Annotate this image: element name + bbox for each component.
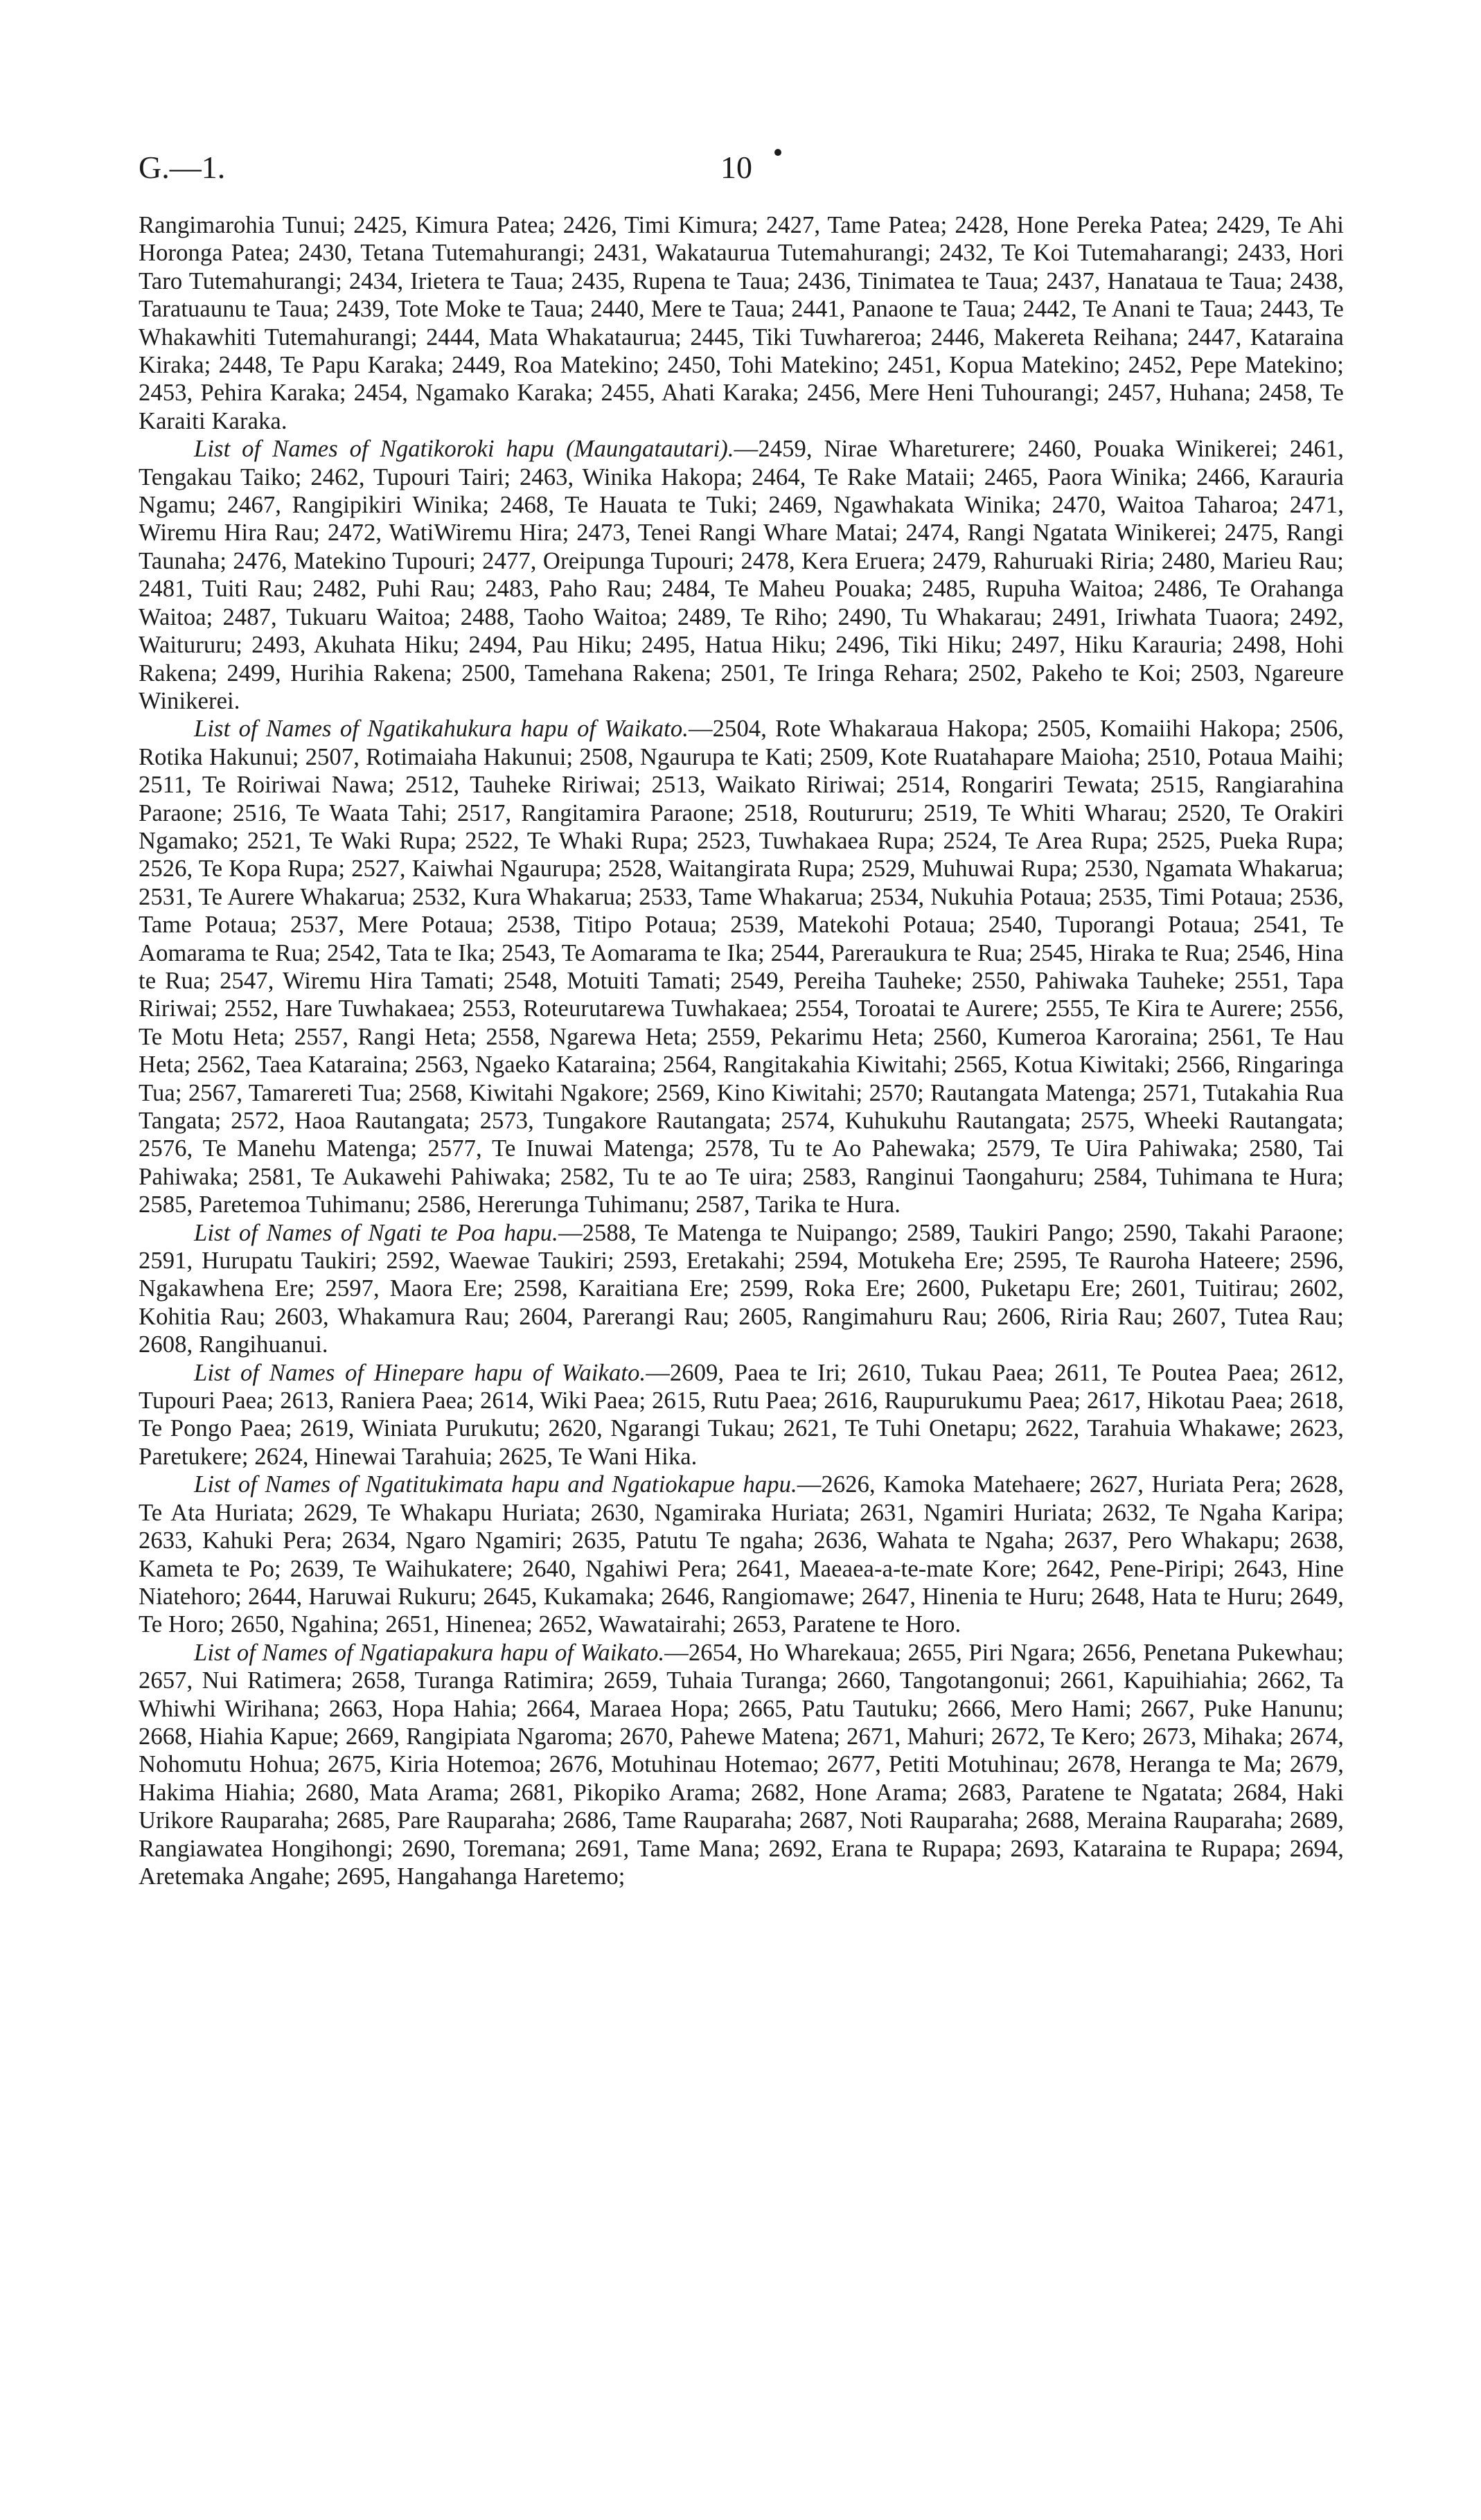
- list-heading: List of Names of Ngatikoroki hapu (Maungatautari).: [194, 436, 734, 463]
- list-paragraph-ngati-te-poa: [139, 1219, 1344, 1359]
- list-heading: List of Names of Ngatikahukura hapu of Waikato.: [194, 716, 689, 743]
- paragraph-text: —2504, Rote Whakaraua Hakopa; 2505, Komaiihi Hakopa; 2506, Rotika Hakunui; 2507, Rotimaiaha Hakunui; 2508, Ngaurupa te Kati; 2509, Kote Ruatahapare Maioha; 2510, Potaua Maihi; 2511, Te Roiriwai Nawa; 2512, Tauheke Ririwai; 2513, Waikato Ririwai; 2514, Rongariri Tewata; 2515, Rangiarahina Paraone; 2516, Te Waata Tahi; 2517, Rangitamira Paraone; 2518, Routururu; 2519, Te Whiti Wharau; 2520, Te Orakiri Ngamako; 2521, Te Waki Rupa; 2522, Te Whaki Rupa; 2523, Tuwhakaea Rupa; 2524, Te Area Rupa; 2525, Pueka Rupa; 2526, Te Kopa Rupa; 2527, Kaiwhai Ngaurupa; 2528, Waitangirata Rupa; 2529, Muhuwai Rupa; 2530, Ngamata Whakarua; 2531, Te Aurere Whakarua; 2532, Kura Whakarua; 2533, Tame Whakarua; 2534, Nukuhia Potaua; 2535, Timi Potaua; 2536, Tame Potaua; 2537, Mere Potaua; 2538, Titipo Potaua; 2539, Matekohi Potaua; 2540, Tuporangi Potaua; 2541, Te Aomarama te Rua; 2542, Tata te Ika; 2543, Te Aomarama te Ika; 2544, Pareraukura te Rua; 2545, Hiraka te Rua; 2546, Hina te Rua; 2547, Wiremu Hira Tamati; 2548, Motuiti Tamati; 2549, Pereiha Tauheke; 2550, Pahiwaka Tauheke; 2551, Tapa Ririwai; 2552, Hare Tuwhakaea; 2553, Roteurutarewa Tuwhakaea; 2554, Toroatai te Aurere; 2555, Te Kira te Aurere; 2556, Te Motu Heta; 2557, Rangi Heta; 2558, Ngarewa Heta; 2559, Pekarimu Heta; 2560, Kumeroa Karoraina; 2561, Te Hau Heta; 2562, Taea Kataraina; 2563, Ngaeko Kataraina; 2564, Rangitakahia Kiwitahi; 2565, Kotua Kiwitaki; 2566, Ringaringa Tua; 2567, Tamarereti Tua; 2568, Kiwitahi Ngakore; 2569, Kino Kiwitahi; 2570; Rautangata Matenga; 2571, Tutakahia Rua Tangata; 2572, Haoa Rautangata; 2573, Tungakore Rautangata; 2574, Kuhukuhu Rautangata; 2575, Wheeki Rautangata; 2576, Te Manehu Matenga; 2577, Te Inuwai Matenga; 2578, Tu te Ao Pahewaka; 2579, Te Uira Pahiwaka; 2580, Tai Pahiwaka; 2581, Te Aukawehi Pahiwaka; 2582, Tu te ao Te uira; 2583, Ranginui Taongahuru; 2584, Tuhimana te Hura; 2585, Paretemoa Tuhimanu; 2586, Hererunga Tuhimanu; 2587, Tarika te Hura.: [139, 716, 1344, 1218]
- list-paragraph-ngatitukimata: [139, 1471, 1344, 1638]
- list-paragraph-ngatikoroki: [139, 435, 1344, 715]
- page-header: [139, 149, 1344, 211]
- print-mark: [774, 149, 781, 156]
- paragraph-text: —2626, Kamoka Matehaere; 2627, Huriata Pera; 2628, Te Ata Huriata; 2629, Te Whakapu Huriata; 2630, Ngamiraka Huriata; 2631, Ngamiri Huriata; 2632, Te Ngaha Karipa; 2633, Kahuki Pera; 2634, Ngaro Ngamiri; 2635, Patutu Te ngaha; 2636, Wahata te Ngaha; 2637, Pero Whakapu; 2638, Kameta te Po; 2639, Te Waihukatere; 2640, Ngahiwi Pera; 2641, Maeaea-a-te-mate Kore; 2642, Pene-Piripi; 2643, Hine Niatehoro; 2644, Haruwai Rukuru; 2645, Kukamaka; 2646, Rangiomawe; 2647, Hinenia te Huru; 2648, Hata te Huru; 2649, Te Horo; 2650, Ngahina; 2651, Hinenea; 2652, Wawatairahi; 2653, Paratene te Horo.: [139, 1471, 1344, 1638]
- paragraph-text: —2459, Nirae Whareturere; 2460, Pouaka Winikerei; 2461, Tengakau Taiko; 2462, Tupouri Tairi; 2463, Winika Hakopa; 2464, Te Rake Mataii; 2465, Paora Winika; 2466, Karauria Ngamu; 2467, Rangipikiri Winika; 2468, Te Hauata te Tuki; 2469, Ngawhakata Winika; 2470, Waitoa Taharoa; 2471, Wiremu Hira Rau; 2472, WatiWiremu Hira; 2473, Tenei Rangi Whare Matai; 2474, Rangi Ngatata Winikerei; 2475, Rangi Taunaha; 2476, Matekino Tupouri; 2477, Oreipunga Tupouri; 2478, Kera Eruera; 2479, Rahuruaki Riria; 2480, Marieu Rau; 2481, Tuiti Rau; 2482, Puhi Rau; 2483, Paho Rau; 2484, Te Maheu Pouaka; 2485, Rupuha Waitoa; 2486, Te Orahanga Waitoa; 2487, Tukuaru Waitoa; 2488, Taoho Waitoa; 2489, Te Riho; 2490, Tu Whakarau; 2491, Iriwhata Tuaora; 2492, Waitururu; 2493, Akuhata Hiku; 2494, Pau Hiku; 2495, Hatua Hiku; 2496, Tiki Hiku; 2497, Hiku Karauria; 2498, Hohi Rakena; 2499, Hurihia Rakena; 2500, Tamehana Rakena; 2501, Te Iringa Rehara; 2502, Pakeho te Koi; 2503, Ngareure Winikerei.: [139, 436, 1344, 714]
- paragraph-text: —2609, Paea te Iri; 2610, Tukau Paea; 2611, Te Poutea Paea; 2612, Tupouri Paea; 2613, Raniera Paea; 2614, Wiki Paea; 2615, Rutu Paea; 2616, Raupurukumu Paea; 2617, Hikotau Paea; 2618, Te Pongo Paea; 2619, Winiata Purukutu; 2620, Ngarangi Tukau; 2621, Te Tuhi Onetapu; 2622, Tarahuia Whakawe; 2623, Paretukere; 2624, Hinewai Tarahuia; 2625, Te Wani Hika.: [139, 1359, 1344, 1470]
- paragraph-continuation: [139, 211, 1344, 435]
- paragraph-text: Rangimarohia Tunui; 2425, Kimura Patea; 2426, Timi Kimura; 2427, Tame Patea; 2428, Hone Pereka Patea; 2429, Te Ahi Horonga Patea; 2430, Tetana Tutemahurangi; 2431, Wakataurua Tutemahurangi; 2432, Te Koi Tutemaharangi; 2433, Hori Taro Tutemahurangi; 2434, Irietera te Taua; 2435, Rupena te Taua; 2436, Tinimatea te Taua; 2437, Hanataua te Taua; 2438, Taratuaunu te Taua; 2439, Tote Moke te Taua; 2440, Mere te Taua; 2441, Panaone te Taua; 2442, Te Anani te Taua; 2443, Te Whakawhiti Tutemahurangi; 2444, Mata Whakataurua; 2445, Tiki Tuwhareroa; 2446, Makereta Reihana; 2447, Kataraina Kiraka; 2448, Te Papu Karaka; 2449, Roa Matekino; 2450, Tohi Matekino; 2451, Kopua Matekino; 2452, Pepe Matekino; 2453, Pehira Karaka; 2454, Ngamako Karaka; 2455, Ahati Karaka; 2456, Mere Heni Tuhourangi; 2457, Huhana; 2458, Te Karaiti Karaka.: [139, 212, 1344, 434]
- list-paragraph-ngatikahukura: [139, 715, 1344, 1218]
- list-heading: List of Names of Ngati te Poa hapu.: [194, 1219, 558, 1246]
- list-heading: List of Names of Hinepare hapu of Waikato.: [194, 1359, 646, 1386]
- list-heading: List of Names of Ngatiapakura hapu of Waikato.: [194, 1639, 665, 1666]
- document-page: [139, 149, 1344, 2490]
- paragraph-text: —2588, Te Matenga te Nuipango; 2589, Taukiri Pango; 2590, Takahi Paraone; 2591, Hurupatu Taukiri; 2592, Waewae Taukiri; 2593, Eretakahi; 2594, Motukeha Ere; 2595, Te Rauroha Hateere; 2596, Ngakawhena Ere; 2597, Maora Ere; 2598, Karaitiana Ere; 2599, Roka Ere; 2600, Puketapu Ere; 2601, Tuitirau; 2602, Kohitia Rau; 2603, Whakamura Rau; 2604, Parerangi Rau; 2605, Rangimahuru Rau; 2606, Riria Rau; 2607, Tutea Rau; 2608, Rangihuanui.: [139, 1219, 1344, 1358]
- page-number: 10: [720, 150, 752, 185]
- list-paragraph-hinepare: [139, 1359, 1344, 1471]
- list-paragraph-ngatiapakura: [139, 1639, 1344, 1891]
- paragraph-text: —2654, Ho Wharekaua; 2655, Piri Ngara; 2656, Penetana Pukewhau; 2657, Nui Ratimera; 2658, Turanga Ratimira; 2659, Tuhaia Turanga; 2660, Tangotangonui; 2661, Kapuihiahia; 2662, Ta Whiwhi Wirihana; 2663, Hopa Hahia; 2664, Maraea Hopa; 2665, Patu Tautuku; 2666, Mero Hami; 2667, Puke Hanunu; 2668, Hiahia Kapue; 2669, Rangipiata Ngaroma; 2670, Pahewe Matena; 2671, Mahuri; 2672, Te Kero; 2673, Mihaka; 2674, Nohomutu Hohua; 2675, Kiria Hotemoa; 2676, Motuhinau Hotemao; 2677, Petiti Motuhinau; 2678, Heranga te Ma; 2679, Hakima Hiahia; 2680, Mata Arama; 2681, Pikopiko Arama; 2682, Hone Arama; 2683, Paratene te Ngatata; 2684, Haki Urikore Rauparaha; 2685, Pare Rauparaha; 2686, Tame Rauparaha; 2687, Noti Rauparaha; 2688, Meraina Rauparaha; 2689, Rangiawatea Hongihongi; 2690, Toremana; 2691, Tame Mana; 2692, Erana te Rupapa; 2693, Kataraina te Rupapa; 2694, Aretemaka Angahe; 2695, Hangahanga Haretemo;: [139, 1639, 1344, 1890]
- document-reference: G.—1.: [139, 150, 226, 185]
- body-text: [139, 211, 1344, 1890]
- list-heading: List of Names of Ngatitukimata hapu and Ngatiokapue hapu.: [194, 1471, 797, 1498]
